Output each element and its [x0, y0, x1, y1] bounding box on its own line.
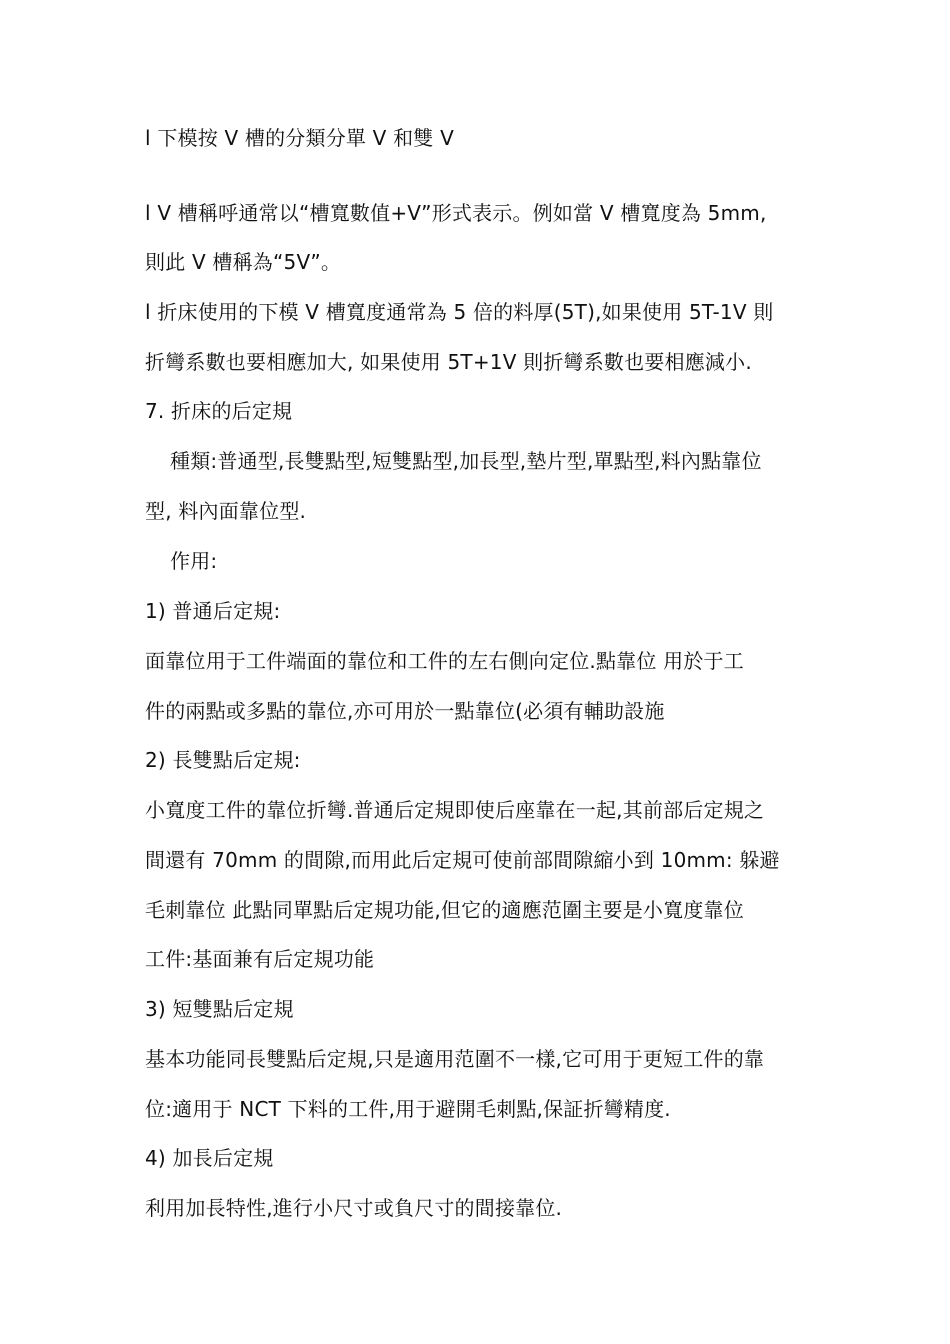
item-4-heading: 4) 加長后定規 — [145, 1146, 274, 1170]
bullet-v-groove-naming-line-2: 則此 V 槽稱為“5V”。 — [145, 250, 342, 274]
item-2-text-line-1: 小寬度工件的靠位折彎.普通后定規即使后座靠在一起,其前部后定規之 — [145, 798, 765, 822]
item-1-text-line-1: 面靠位用于工件端面的靠位和工件的左右側向定位.點靠位 用於于工 — [145, 649, 744, 673]
item-2-text-line-3: 毛刺靠位 此點同單點后定規功能,但它的適應范圍主要是小寬度靠位 — [145, 898, 744, 922]
types-paragraph-line-1: 種類:普通型,長雙點型,短雙點型,加長型,墊片型,單點型,料內點靠位 — [170, 449, 762, 473]
item-3-heading: 3) 短雙點后定規 — [145, 997, 294, 1021]
bullet-v-groove-naming-line-1: l V 槽稱呼通常以“槽寬數值+V”形式表示。例如當 V 槽寬度為 5mm, — [145, 201, 767, 225]
bullet-v-groove-width-line-1: l 折床使用的下模 V 槽寬度通常為 5 倍的料厚(5T),如果使用 5T-1V 則 — [145, 300, 774, 324]
item-3-text-line-2: 位:適用于 NCT 下料的工件,用于避開毛刺點,保証折彎精度. — [145, 1097, 671, 1121]
bullet-v-groove-width-line-2: 折彎系數也要相應加大, 如果使用 5T+1V 則折彎系數也要相應減小. — [145, 350, 752, 374]
types-paragraph-line-2: 型, 料內面靠位型. — [145, 499, 307, 523]
bullet-v-groove-classification: l 下模按 V 槽的分類分單 V 和雙 V — [145, 126, 454, 150]
section-heading-back-gauge: 7. 折床的后定規 — [145, 399, 293, 423]
item-1-text-line-2: 件的兩點或多點的靠位,亦可用於一點靠位(必須有輔助設施 — [145, 699, 665, 723]
item-4-text-line-1: 利用加長特性,進行小尺寸或負尺寸的間接靠位. — [145, 1196, 563, 1220]
item-3-text-line-1: 基本功能同長雙點后定規,只是適用范圍不一樣,它可用于更短工件的靠 — [145, 1047, 765, 1071]
item-2-text-line-2: 間還有 70mm 的間隙,而用此后定規可使前部間隙縮小到 10mm: 躲避 — [145, 848, 780, 872]
item-2-text-line-4: 工件:基面兼有后定規功能 — [145, 947, 375, 971]
item-1-heading: 1) 普通后定規: — [145, 599, 281, 623]
item-2-heading: 2) 長雙點后定規: — [145, 748, 301, 772]
function-label: 作用: — [170, 549, 218, 573]
